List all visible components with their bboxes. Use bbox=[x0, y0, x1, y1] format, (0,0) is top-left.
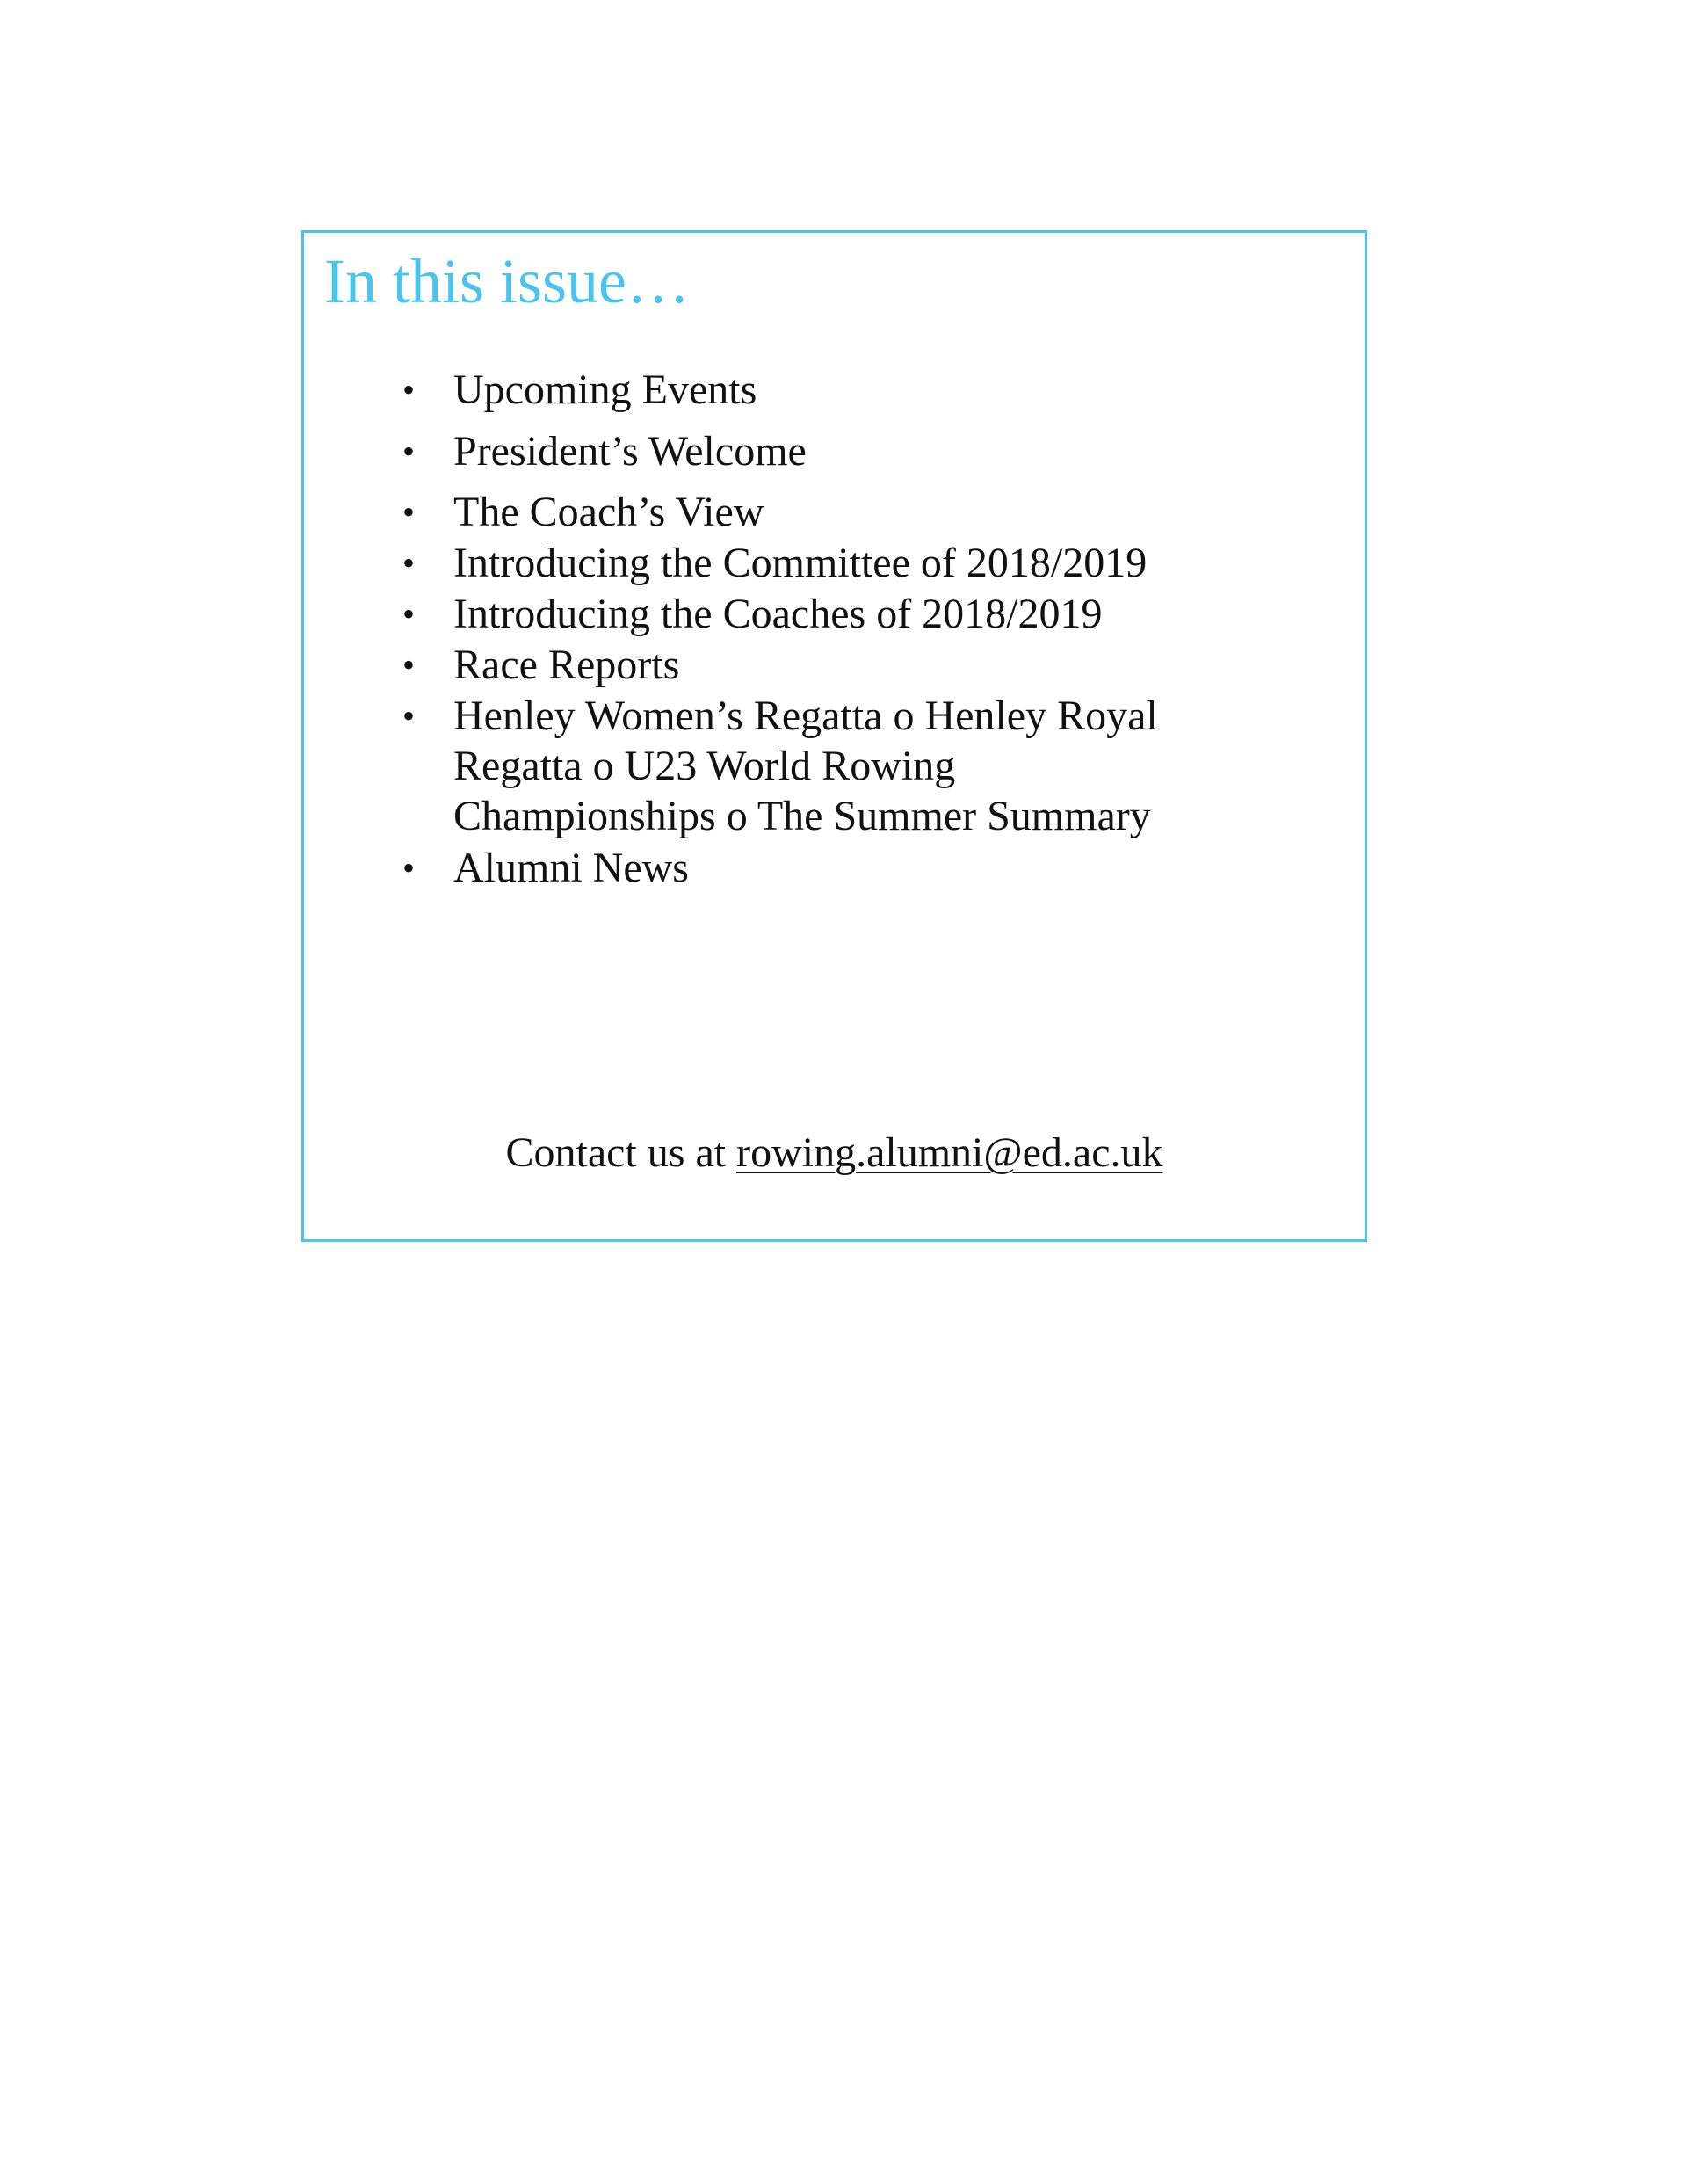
contents-item-label: Upcoming Events bbox=[453, 366, 757, 413]
bullet-icon: • bbox=[402, 696, 416, 736]
contents-item-committee bbox=[402, 538, 1148, 588]
contents-item-race-report-subsections bbox=[402, 691, 1209, 841]
contents-item-presidents-welcome bbox=[402, 426, 807, 476]
contents-item-coaches bbox=[402, 589, 1103, 639]
bullet-icon: • bbox=[402, 594, 416, 634]
bullet-icon: • bbox=[402, 848, 416, 888]
bullet-icon: • bbox=[402, 645, 416, 685]
contents-item-upcoming-events bbox=[402, 365, 757, 415]
contents-item-race-reports bbox=[402, 640, 680, 690]
bullet-icon: • bbox=[402, 543, 416, 583]
bullet-icon: • bbox=[402, 432, 416, 471]
bullet-icon: • bbox=[402, 492, 416, 532]
contents-item-label: President’s Welcome bbox=[453, 428, 807, 475]
issue-title: In this issue… bbox=[324, 246, 691, 316]
contact-line bbox=[304, 1128, 1365, 1178]
in-this-issue-box bbox=[301, 230, 1367, 1242]
contents-item-coachs-view bbox=[402, 487, 764, 537]
contents-item-label: Henley Women’s Regatta o Henley Royal Regatta o U23 World Rowing Championships o The Summer Summary bbox=[453, 693, 1158, 839]
contents-item-label: Race Reports bbox=[453, 642, 680, 688]
contents-item-label: Alumni News bbox=[453, 845, 689, 891]
contents-item-alumni-news bbox=[402, 843, 689, 893]
contents-item-label: Introducing the Coaches of 2018/2019 bbox=[453, 591, 1103, 637]
contents-item-label: The Coach’s View bbox=[453, 489, 764, 535]
contents-item-label: Introducing the Committee of 2018/2019 bbox=[453, 540, 1148, 586]
bullet-icon: • bbox=[402, 370, 416, 410]
contact-prefix: Contact us at bbox=[505, 1129, 737, 1176]
contact-email-link[interactable]: rowing.alumni@ed.ac.uk bbox=[736, 1129, 1163, 1176]
